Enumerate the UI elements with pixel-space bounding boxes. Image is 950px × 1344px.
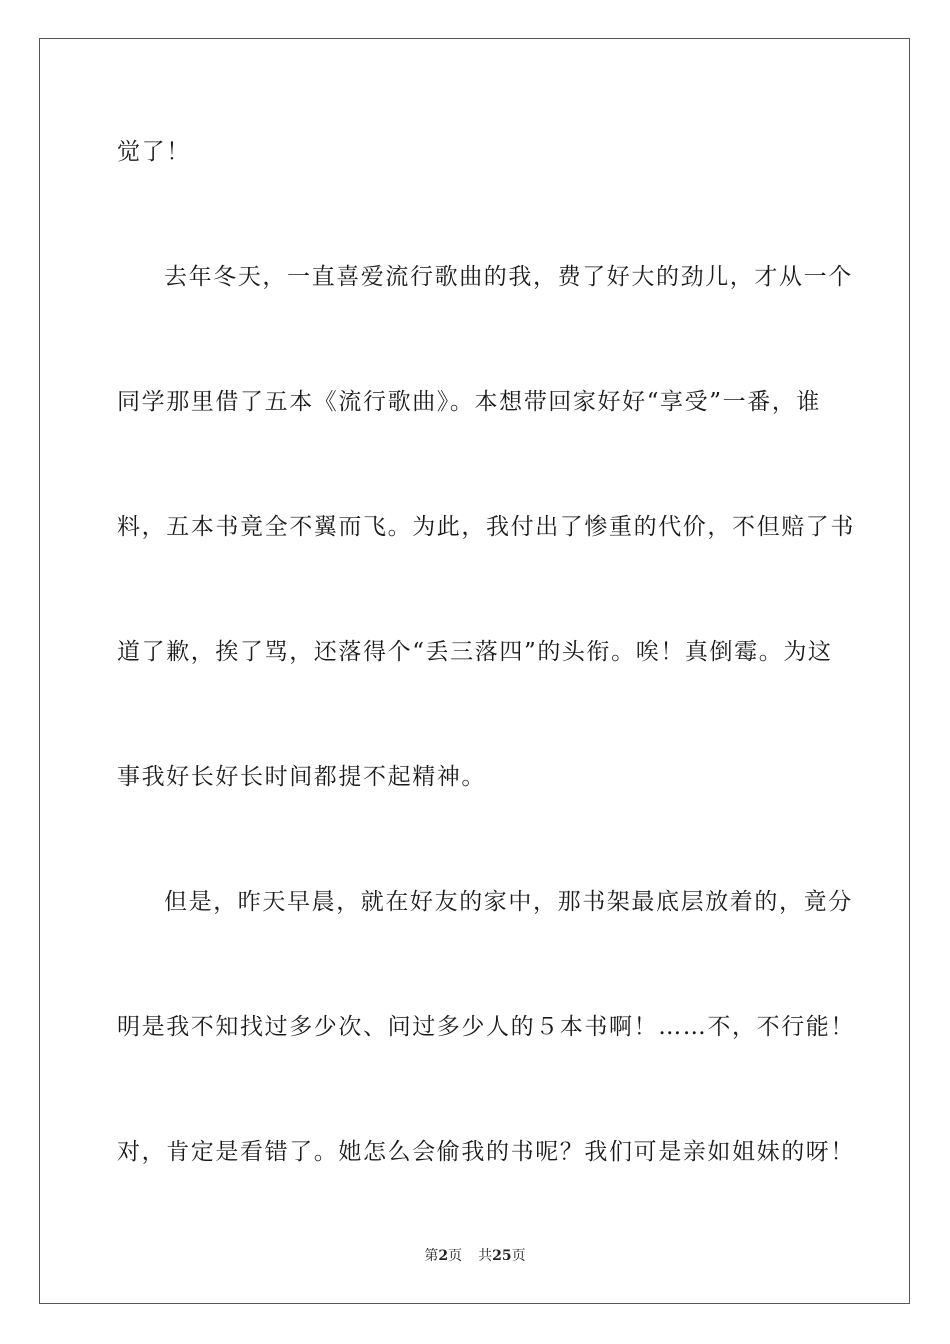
text-line: 道了歉，挨了骂，还落得个“丢三落四”的头衔。唉！真倒霉。为这 <box>117 639 833 665</box>
text-line: 事我好长好长时间都提不起精神。 <box>117 764 486 790</box>
paragraph-first-line: 但是，昨天早晨，就在好友的家中，那书架最底层放着的，竟分 <box>164 889 853 915</box>
text-line: 对，肯定是看错了。她怎么会偷我的书呢？我们可是亲如姐妹的呀！ <box>117 1139 855 1165</box>
page-footer <box>0 1247 950 1265</box>
total-page-count: 25 <box>492 1248 512 1264</box>
total-pages-label: 共25页 <box>478 1248 526 1264</box>
current-page-number: 2 <box>438 1248 449 1264</box>
text-line: 同学那里借了五本《流行歌曲》。本想带回家好好“享受”一番，谁 <box>117 389 822 415</box>
paragraph-first-line: 去年冬天，一直喜爱流行歌曲的我，费了好大的劲儿，才从一个 <box>164 264 853 290</box>
page-border <box>39 38 910 1304</box>
text-line: 觉了！ <box>117 139 191 165</box>
text-line: 明是我不知找过多少次、问过多少人的５本书啊！……不，不行能！ <box>117 1014 855 1040</box>
page-number-label: 第2页 <box>424 1248 463 1264</box>
text-line: 料，五本书竟全不翼而飞。为此，我付出了惨重的代价，不但赔了书 <box>117 514 855 540</box>
